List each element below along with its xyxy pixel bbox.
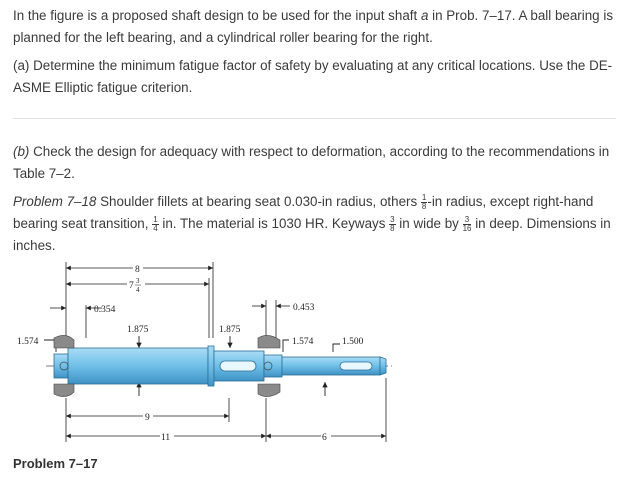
dim-0354: 0.354	[94, 305, 116, 315]
dim-1500: 1.500	[342, 337, 364, 347]
fraction: $\frac{1}{8}$	[421, 192, 427, 211]
fraction: $\frac{1}{4}$	[153, 214, 158, 233]
problem-note: Problem 7–18 Shoulder fillets at bearing seat 0.030-in radius, others $\frac{1}{8}$ -in radius, except right-hand bearing seat transition, $\frac{1}{4}$ in. The material is 1030 HR. Keyways $\frac{3}{8}$ in wide by $\frac{3}{16}$ in deep. Dimensions in inches.	[13, 192, 611, 253]
dim-1574-right: 1.574	[292, 337, 314, 347]
dim-11: 11	[161, 433, 171, 443]
dim-7-den: 4	[136, 286, 140, 294]
dim-1574-left: 1.574	[17, 337, 39, 347]
dim-0453: 0.453	[293, 303, 315, 313]
divider	[13, 118, 616, 119]
dim-6: 6	[322, 433, 327, 443]
part-b: (b) Check the design for adequacy with respect to deformation, according to the recommendations in Table 7–2.	[13, 144, 610, 181]
dim-9: 9	[145, 413, 150, 423]
dim-7-num: 3	[136, 277, 140, 285]
dim-7: 7	[129, 281, 134, 291]
shaft-figure	[0, 258, 631, 454]
dim-8: 8	[135, 265, 140, 275]
figure-caption: Problem 7–17	[13, 456, 98, 471]
dim-1875-left: 1.875	[127, 325, 149, 335]
fraction: $\frac{3}{8}$	[390, 214, 395, 233]
dim-1875-right: 1.875	[219, 325, 241, 335]
fraction: $\frac{3}{16}$	[462, 214, 472, 233]
part-a: (a) Determine the minimum fatigue factor of safety by evaluating at any critical locations. Use the DE-ASME Elliptic fatigue criterion.	[13, 58, 613, 95]
problem-intro: In the figure is a proposed shaft design to be used for the input shaft a in Prob. 7–17. A ball bearing is planned for the left bearing, and a cylindrical roller bearing for the right.	[13, 8, 614, 45]
